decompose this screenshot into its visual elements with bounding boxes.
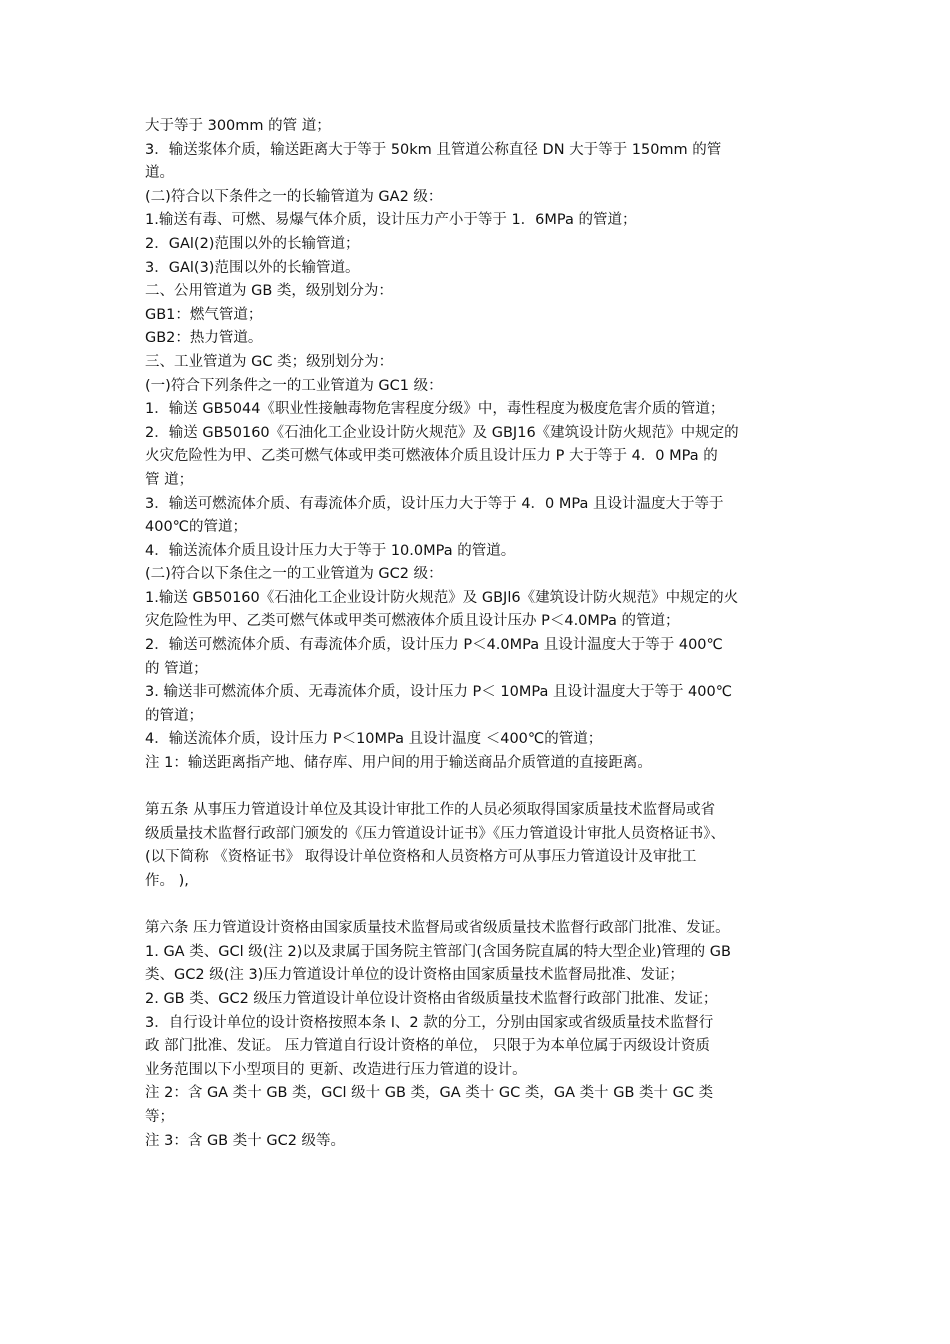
- paragraph-gap: [145, 894, 810, 918]
- text-line: 1.输送有毒、可燃、易爆气体介质，设计压力产小于等于 1．6MPa 的管道；: [145, 212, 637, 229]
- text-line: 3. 输送非可燃流体介质、无毒流体介质，设计压力 P＜ 10MPa 且设计温度大于等于 400℃: [145, 684, 733, 701]
- text-line: 注 2：含 GA 类十 GB 类，GCl 级十 GB 类，GA 类十 GC 类，GA 类十 GB 类十 GC 类: [145, 1085, 714, 1102]
- text-line: 灾危险性为甲、乙类可燃气体或甲类可燃液体介质且设计压办 P＜4.0MPa 的管道；: [145, 613, 680, 630]
- text-line: 等；: [145, 1108, 174, 1125]
- text-line: 2．输送可燃流体介质、有毒流体介质，设计压力 P＜4.0MPa 且设计温度大于等于 400℃: [145, 637, 723, 654]
- text-line: 道。: [145, 165, 174, 182]
- text-line: (二)符合以下条住之一的工业管道为 GC2 级：: [145, 566, 443, 583]
- text-line: 的管道；: [145, 707, 203, 724]
- text-line: (以下简称 《资格证书》 取得设计单位资格和人员资格方可从事压力管道设计及审批工: [145, 849, 697, 866]
- text-line: 政 部门批准、发证。 压力管道自行设计资格的单位， 只限于为本单位属于丙级设计资质: [145, 1038, 710, 1055]
- text-line: 的 管道；: [145, 660, 208, 677]
- text-line: 作。 ),: [145, 873, 189, 889]
- text-line: 三、工业管道为 GC 类；级别划分为：: [145, 353, 394, 370]
- text-line: (一)符合下列条件之一的工业管道为 GC1 级：: [145, 377, 443, 394]
- text-line: 1. GA 类、GCl 级(注 2)以及隶属于国务院主管部门(含国务院直属的特大型企业)管理的 GB: [145, 943, 731, 960]
- text-line: 注 1：输送距离指产地、储存库、用户间的用于输送商品介质管道的直接距离。: [145, 755, 652, 772]
- text-line: 1.输送 GB50160《石油化工企业设计防火规范》及 GBJl6《建筑设计防火规范》中规定的火: [145, 589, 739, 606]
- text-line: 3．GAl(3)范围以外的长输管道。: [145, 259, 360, 276]
- text-line: 第六条 压力管道设计资格由国家质量技术监督局或省级质量技术监督行政部门批准、发证。: [145, 920, 730, 937]
- document-body: [145, 115, 810, 1153]
- text-line: (二)符合以下条件之一的长输管道为 GA2 级：: [145, 188, 443, 205]
- text-line: 4．输送流体介质，设计压力 P＜10MPa 且设计温度 ＜400℃的管道；: [145, 731, 603, 748]
- text-line: 2．输送 GB50160《石油化工企业设计防火规范》及 GBJ16《建筑设计防火规范》中规定的: [145, 424, 739, 441]
- text-line: 二、公用管道为 GB 类，级别划分为：: [145, 283, 393, 300]
- text-line: 火灾危险性为甲、乙类可燃气体或甲类可燃液体介质且设计压力 P 大于等于 4．0 MPa 的: [145, 448, 718, 465]
- text-line: 管 道；: [145, 471, 194, 488]
- text-line: 2. GB 类、GC2 级压力管道设计单位设计资格由省级质量技术监督行政部门批准、发证；: [145, 990, 718, 1007]
- text-line: 类、GC2 级(注 3)压力管道设计单位的设计资格由国家质量技术监督局批准、发证；: [145, 967, 684, 984]
- text-line: 3．输送浆体介质，输送距离大于等于 50km 且管道公称直径 DN 大于等于 150mm 的管: [145, 141, 722, 158]
- text-line: 注 3：含 GB 类十 GC2 级等。: [145, 1132, 346, 1149]
- text-line: 1．输送 GB5044《职业性接触毒物危害程度分级》中，毒性程度为极度危害介质的管道；: [145, 401, 725, 418]
- text-line: 400℃的管道；: [145, 519, 247, 536]
- text-line: 3．自行设计单位的设计资格按照本条 l、2 款的分工，分别由国家或省级质量技术监督行: [145, 1014, 714, 1031]
- paragraph-gap: [145, 776, 810, 800]
- text-line: 4．输送流体介质且设计压力大于等于 10.0MPa 的管道。: [145, 542, 516, 559]
- text-line: 第五条 从事压力管道设计单位及其设计审批工作的人员必须取得国家质量技术监督局或省: [145, 802, 716, 819]
- text-line: 2．GAl(2)范围以外的长输管道；: [145, 235, 360, 252]
- text-line: GB2：热力管道。: [145, 330, 263, 347]
- text-line: GB1：燃气管道；: [145, 306, 263, 323]
- text-line: 业务范围以下小型项目的 更新、改造进行压力管道的设计。: [145, 1061, 527, 1078]
- text-line: 3．输送可燃流体介质、有毒流体介质，设计压力大于等于 4．0 MPa 且设计温度大于等于: [145, 495, 724, 512]
- text-line: 大于等于 300mm 的管 道；: [145, 118, 331, 134]
- text-line: 级质量技术监督行政部门颁发的《压力管道设计证书》《压力管道设计审批人员资格证书》、: [145, 825, 725, 842]
